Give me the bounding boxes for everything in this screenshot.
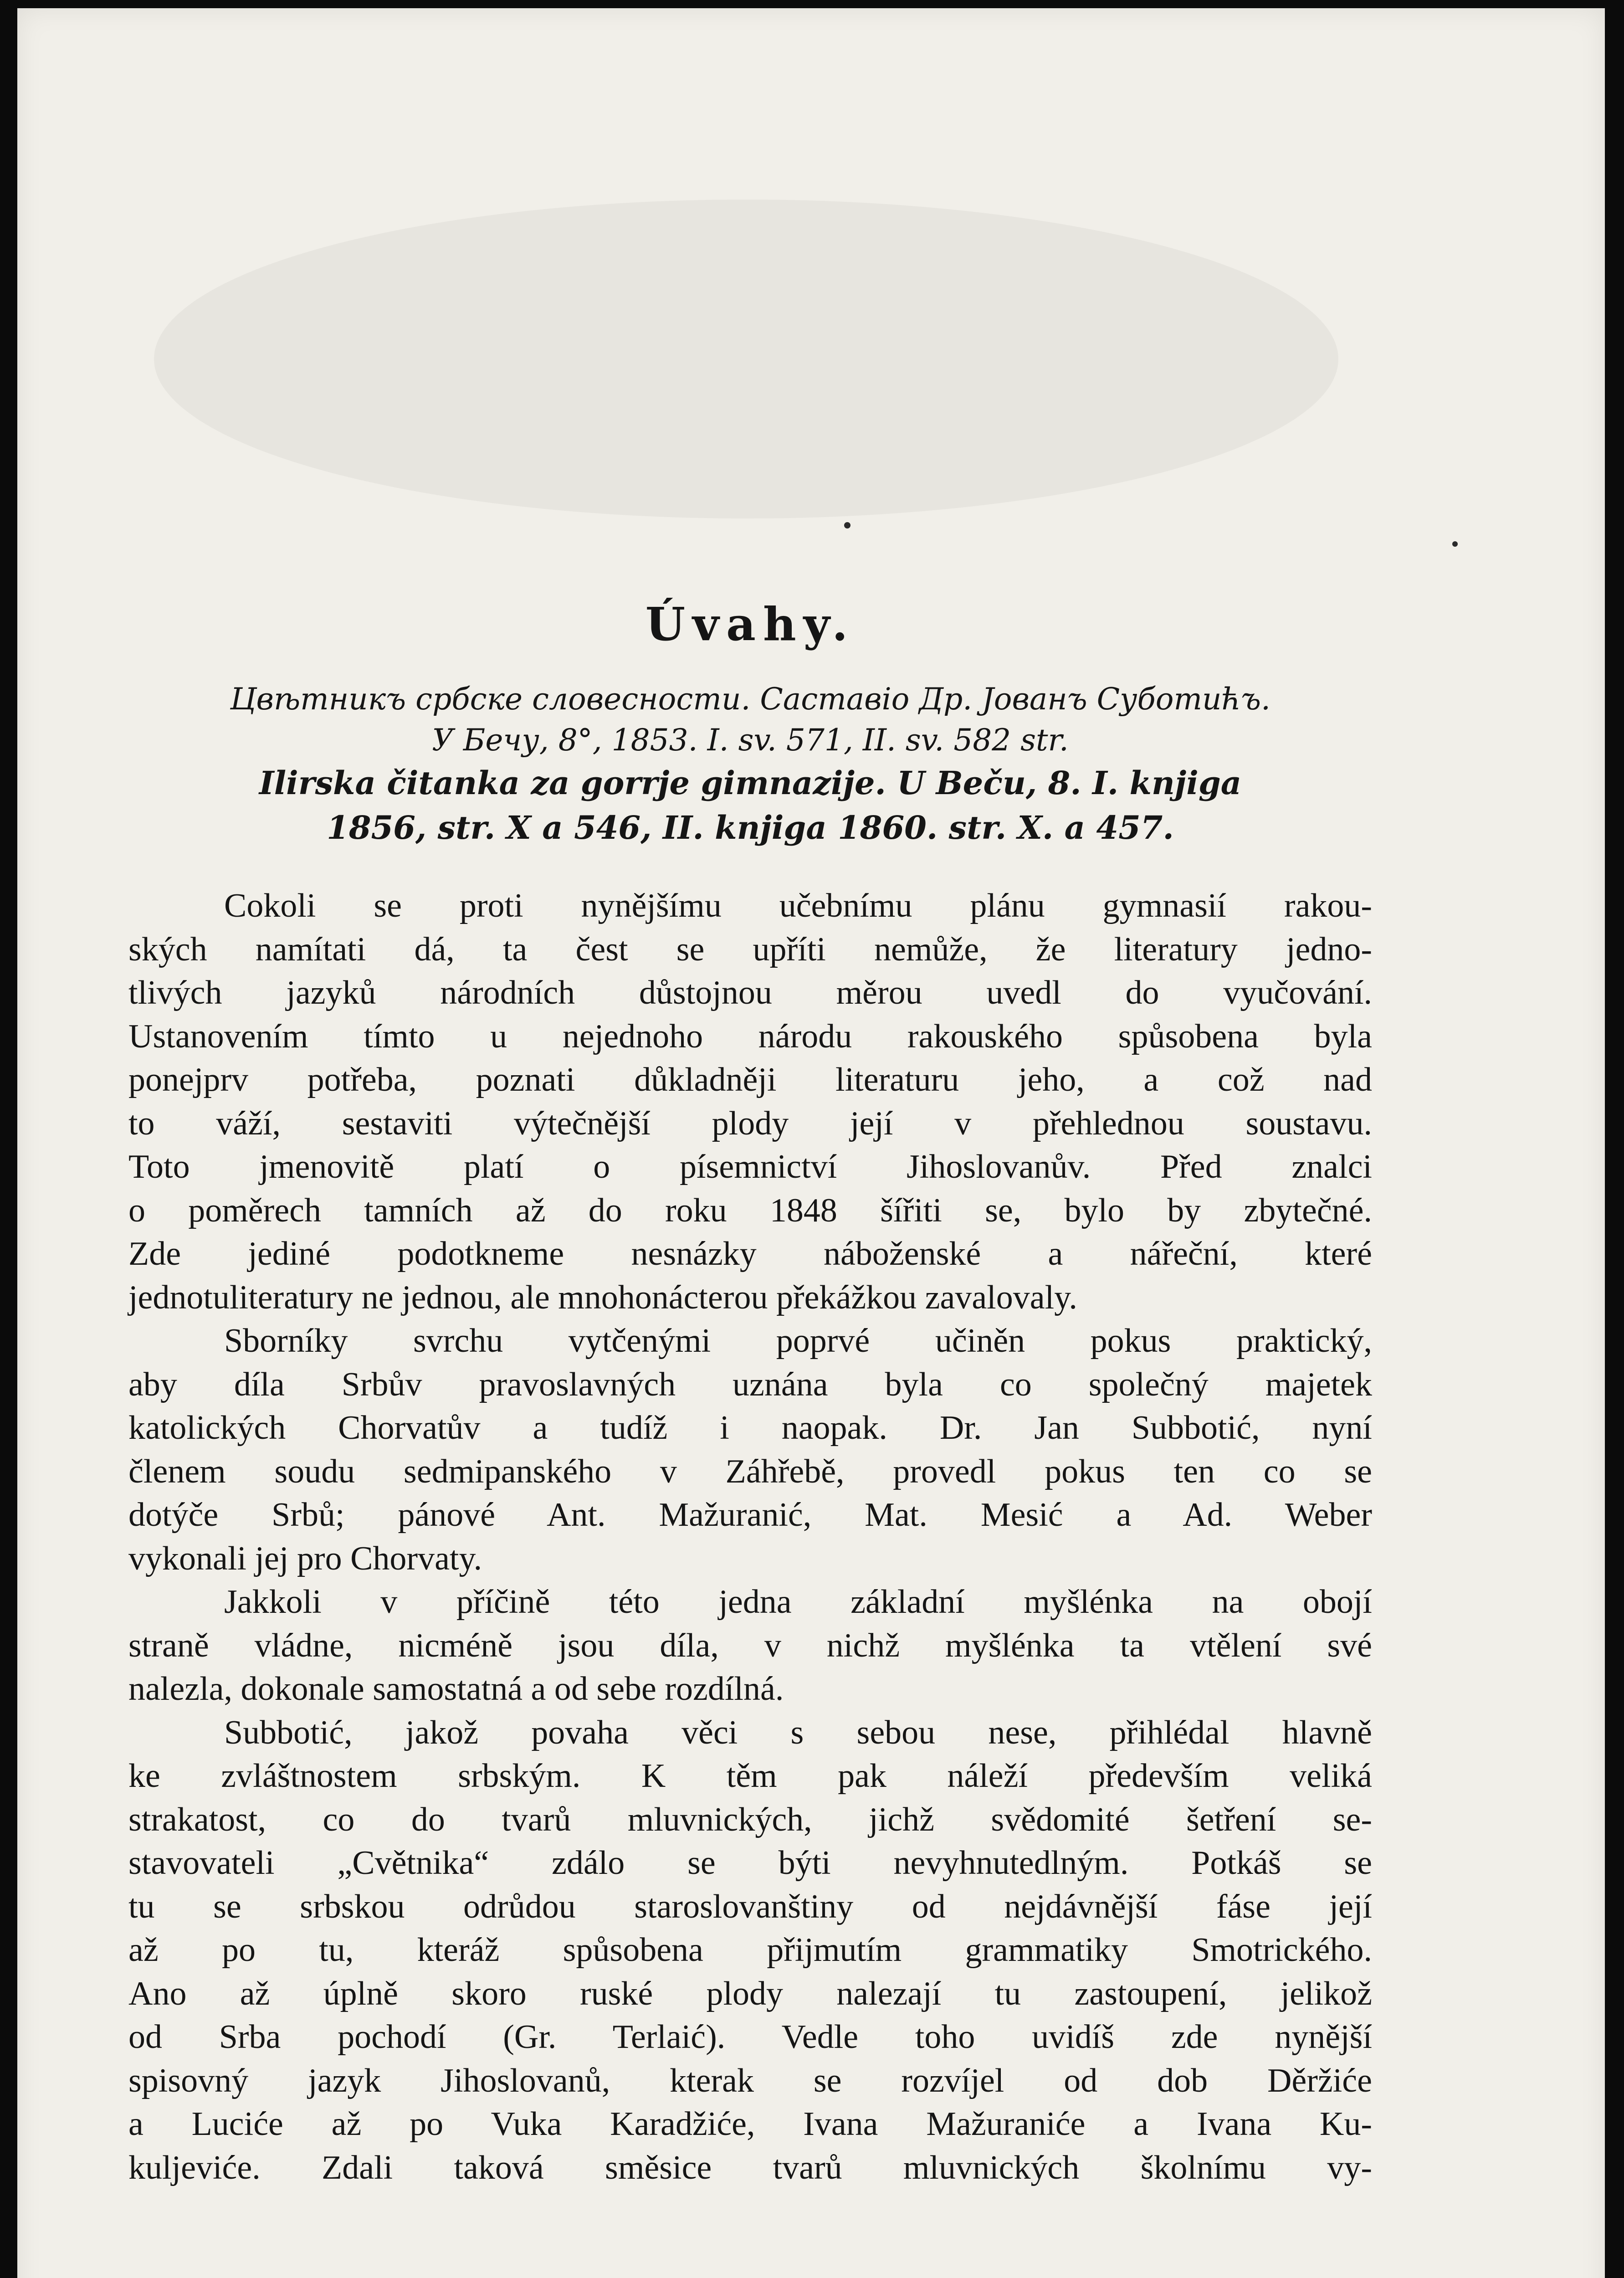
text-line: ských namítati dá, ta čest se upříti nemůže, že literatury jedno-	[128, 930, 1372, 968]
text-line: dotýče Srbů; pánové Ant. Mažuranić, Mat. Mesić a Ad. Weber	[128, 1496, 1372, 1534]
text-line: katolických Chorvatův a tudíž i naopak. Dr. Jan Subbotić, nyní	[128, 1409, 1372, 1447]
text-line: ponejprv potřeba, poznati důkladněji literaturu jeho, a což nad	[128, 1061, 1372, 1098]
bibliographic-references	[128, 679, 1372, 850]
text-line: straně vládne, nicméně jsou díla, v nichž myšlénka ta vtělení své	[128, 1626, 1372, 1664]
text-line: Cokoli se proti nynějšímu učebnímu plánu gymnasií rakou-	[224, 887, 1372, 924]
text-line: Sborníky svrchu vytčenými poprvé učiněn pokus praktický,	[224, 1322, 1372, 1360]
reference-line: Ilirska čitanka za gorrje gimnazije. U Beču, 8. I. knjiga	[259, 764, 1242, 802]
text-line: tu se srbskou odrůdou staroslovanštiny od nejdávnější fáse její	[128, 1888, 1372, 1925]
ink-spot	[844, 522, 850, 528]
text-line: Toto jmenovitě platí o písemnictví Jihoslovanův. Před znalci	[128, 1148, 1372, 1185]
ink-spot	[1452, 541, 1458, 547]
text-line: a Luciće až po Vuka Karadžiće, Ivana Mažuraniće a Ivana Ku-	[128, 2105, 1372, 2143]
paragraph	[128, 1711, 1372, 2190]
text-line: ke zvláštnostem srbským. K těm pak náleží především veliká	[128, 1757, 1372, 1795]
text-line: o poměrech tamních až do roku 1848 šířiti se, bylo by zbytečné.	[128, 1191, 1372, 1229]
text-line: Zde jediné podotkneme nesnázky náboženské a nářeční, které	[128, 1235, 1372, 1272]
paragraph	[128, 1580, 1372, 1711]
text-line: nalezla, dokonale samostatná a od sebe rozdílná.	[128, 1670, 784, 1708]
text-line: to váží, sestaviti výtečnější plody její v přehlednou soustavu.	[128, 1104, 1372, 1142]
text-line: členem soudu sedmipanského v Záhřebě, provedl pokus ten co se	[128, 1452, 1372, 1490]
text-line: Ano až úplně skoro ruské plody nalezají tu zastoupení, jelikož	[128, 1975, 1372, 2012]
reference-line: 1856, str. X a 546, II. knjiga 1860. str. X. a 457.	[327, 809, 1174, 847]
page-content	[128, 597, 1372, 2190]
text-line: Jakkoli v příčině této jedna základní myšlénka na obojí	[224, 1583, 1372, 1621]
text-line: Subbotić, jakož povaha věci s sebou nese, přihlédal hlavně	[224, 1714, 1372, 1751]
text-line: tlivých jazyků národních důstojnou měrou uvedl do vyučování.	[128, 974, 1372, 1011]
text-line: Ustanovením tímto u nejednoho národu rakouského spůsobena byla	[128, 1017, 1372, 1055]
text-line: spisovný jazyk Jihoslovanů, kterak se rozvíjel od dob Děržiće	[128, 2062, 1372, 2099]
page-title: Úvahy.	[645, 597, 856, 651]
text-line: jednotuliteratury ne jednou, ale mnohonácterou překážkou zavalovaly.	[128, 1278, 1077, 1316]
text-line: stavovateli „Cvětnika“ zdálo se býti nevyhnutedlným. Potkáš se	[128, 1844, 1372, 1882]
text-line: aby díla Srbův pravoslavných uznána byla co společný majetek	[128, 1365, 1372, 1403]
bleed-through-smudge	[154, 200, 1338, 518]
paragraph	[128, 884, 1372, 1319]
body-text	[128, 884, 1372, 2190]
text-line: vykonali jej pro Chorvaty.	[128, 1539, 482, 1577]
paragraph	[128, 1319, 1372, 1580]
text-line: strakatost, co do tvarů mluvnických, jichž svědomité šetření se-	[128, 1801, 1372, 1838]
text-line: až po tu, kteráž spůsobena přijmutím grammatiky Smotrického.	[128, 1931, 1372, 1969]
text-line: kuljeviće. Zdali taková směsice tvarů mluvnických školnímu vy-	[128, 2149, 1372, 2186]
text-line: od Srba pochodí (Gr. Terlaić). Vedle toho uvidíš zde nynější	[128, 2018, 1372, 2056]
reference-line: У Бечу, 8°, 1853. I. sv. 571, II. sv. 582 str.	[432, 723, 1069, 758]
reference-line: Цвѣтникъ србске словесности. Саставіо Др. Јованъ Суботићъ.	[230, 682, 1271, 717]
